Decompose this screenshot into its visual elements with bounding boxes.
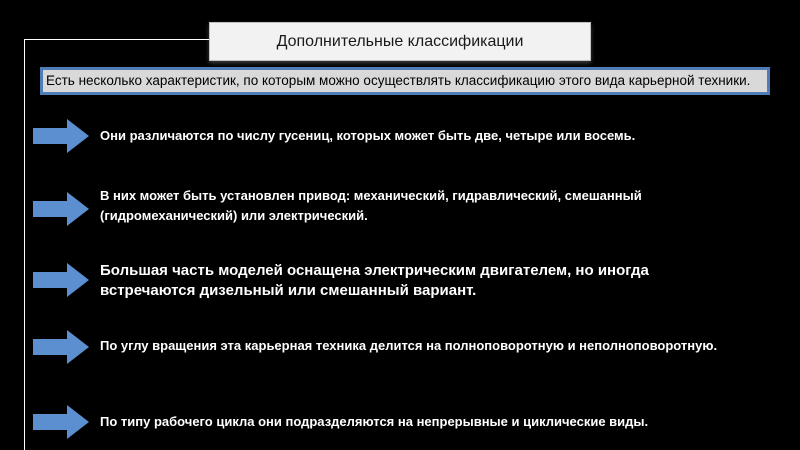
list-item-5: По типу рабочего цикла они подразделяются на непрерывные и циклические виды. bbox=[100, 414, 649, 429]
list-item-1: Они различаются по числу гусениц, которых может быть две, четыре или восемь. bbox=[100, 128, 636, 143]
right-arrow-icon bbox=[33, 405, 89, 439]
slide-title bbox=[209, 22, 591, 61]
list-item-3: Большая часть моделей оснащена электрическим двигателем, но иногда встречаются дизельный или смешанный вариант. bbox=[100, 262, 649, 299]
right-arrow-icon bbox=[33, 192, 89, 226]
right-arrow-icon bbox=[33, 330, 89, 364]
intro-text: Есть несколько характеристик, по которым можно осуществлять классификацию этого вида карьерной техники. bbox=[46, 73, 751, 88]
slide-title-text: Дополнительные классификации bbox=[276, 32, 524, 50]
intro-box bbox=[40, 67, 770, 95]
frame-line-left bbox=[24, 39, 25, 450]
right-arrow-icon bbox=[33, 263, 89, 297]
list-item-2: В них может быть установлен привод: механический, гидравлический, смешанный (гидромеханический) или электрический. bbox=[100, 188, 642, 223]
list-item-4: По углу вращения эта карьерная техника делится на полноповоротную и неполноповоротную. bbox=[100, 338, 718, 353]
frame-line-top bbox=[24, 39, 212, 40]
right-arrow-icon bbox=[33, 119, 89, 153]
